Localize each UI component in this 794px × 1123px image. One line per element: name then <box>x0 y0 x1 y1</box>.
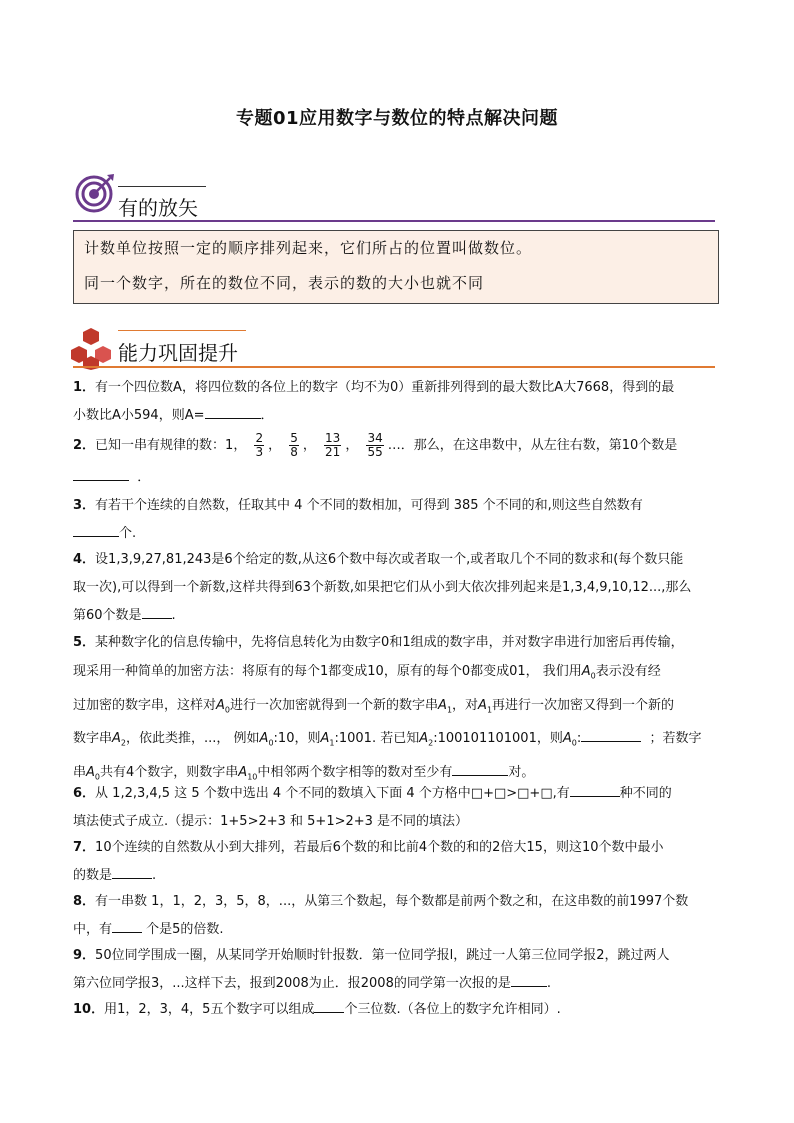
section-divider <box>73 366 715 368</box>
fraction: $\frac{5}{8}$ <box>290 431 298 459</box>
answer-blank[interactable] <box>570 782 620 797</box>
question-8: 8．有一串数 1，1，2，3，5，8，...，从第三个数起，每个数都是前两个数之和，在这串数的前1997个数 中，有 个是5的倍数. <box>73 894 689 937</box>
question-10: 10．用1，2，3，4，5五个数字可以组成 个三位数.（各位上的数字允许相同）. <box>73 996 723 1024</box>
answer-blank[interactable] <box>581 727 641 742</box>
question-3: 3．有若干个连续的自然数，任取其中 4 个不同的数相加，可得到 385 个不同的和,则这些自然数有 个. <box>73 498 643 541</box>
answer-blank[interactable] <box>112 918 142 933</box>
section-divider <box>73 220 715 222</box>
answer-blank[interactable] <box>73 466 129 481</box>
answer-blank[interactable] <box>73 522 119 537</box>
question-4: 4．设1,3,9,27,81,243是6个给定的数,从这6个数中每次或者取一个,或者取几个不同的数求和(每个数只能 取一次),可以得到一个新数,这样共得到63个新数,如果把它们从小到大依次排列起来是1,3,4,9,10,12...,那么 第60个数是 . <box>73 552 692 623</box>
question-6: 6．从 1,2,3,4,5 这 5 个数中选出 4 个不同的数填入下面 4 个方格中□+□>□+□,有 种不同的 填法使式子成立.（提示：1+5>2+3 和 5+1>2+3 是不同的填法） <box>73 780 723 836</box>
concept-box <box>73 230 719 304</box>
answer-blank[interactable] <box>112 864 152 879</box>
question-5: 5．某种数字化的信息传输中，先将信息转化为由数字0和1组成的数字串，并对数字串进行加密后再传输， 现采用一种简单的加密方法：将原有的每个1都变成10，原有的每个0都变成01， 我们用$A_0$表示没有经 过加密的数字串，这样对$A_0$进行一次加密就得到一个新的数字串$A_1$，对$A_1$再进行一次加密又得到一个新的 数字串$A_2$，依此类推，...， 例如$A_0:10$，则$A_1:1001$. 若已知$A_2:100101101001$，则$A_0$: ；若数字 串$A_0$共有4个数字，则数字串$A_{10}$中相邻两个数字相等的数对至少有 对。 <box>73 635 702 782</box>
answer-blank[interactable] <box>205 404 261 419</box>
question-9: 9．50位同学围成一圈，从某同学开始顺时针报数．第一位同学报l，跳过一人第三位同学报2，跳过两人 第六位同学报3，...这样下去，报到2008为止．报2008的同学第一次报的是 . <box>73 948 670 991</box>
question-2: 2．已知一串有规律的数：1， $\frac{2}{3}$ ， $\frac{5}{8}$ ， $\frac{13}{21}$ ， $\frac{34}{55}$ …．那么，在这串数中，从左往右数，第10个数是 ． <box>73 431 678 485</box>
section-title-target: 有的放矢 <box>118 196 198 220</box>
section-short-rule <box>118 186 206 187</box>
fraction: $\frac{2}{3}$ <box>255 431 264 459</box>
section-short-rule <box>118 330 246 331</box>
answer-blank[interactable] <box>314 998 344 1013</box>
page-title: 专题01应用数字与数位的特点解决问题 <box>235 108 559 129</box>
concept-line: 计数单位按照一定的顺序排列起来，它们所占的位置叫做数位。 <box>84 239 533 257</box>
fraction: $\frac{34}{55}$ <box>367 431 383 459</box>
section-title-ability: 能力巩固提升 <box>118 341 238 365</box>
question-7: 7．10个连续的自然数从小到大排列，若最后6个数的和比前4个数的和的2倍大15，则这10个数中最小 的数是 . <box>73 840 664 883</box>
answer-blank[interactable] <box>142 604 172 619</box>
target-icon <box>74 172 116 214</box>
answer-blank[interactable] <box>452 761 508 776</box>
question-1: 1．有一个四位数A，将四位数的各位上的数字（均不为0）重新排列得到的最大数比A大7668，得到的最 小数比A小594，则A= ． <box>73 380 675 423</box>
hexagon-icon <box>68 326 114 370</box>
concept-line: 同一个数字，所在的数位不同，表示的数的大小也就不同 <box>84 274 485 292</box>
fraction: $\frac{13}{21}$ <box>325 431 341 459</box>
answer-blank[interactable] <box>511 972 547 987</box>
